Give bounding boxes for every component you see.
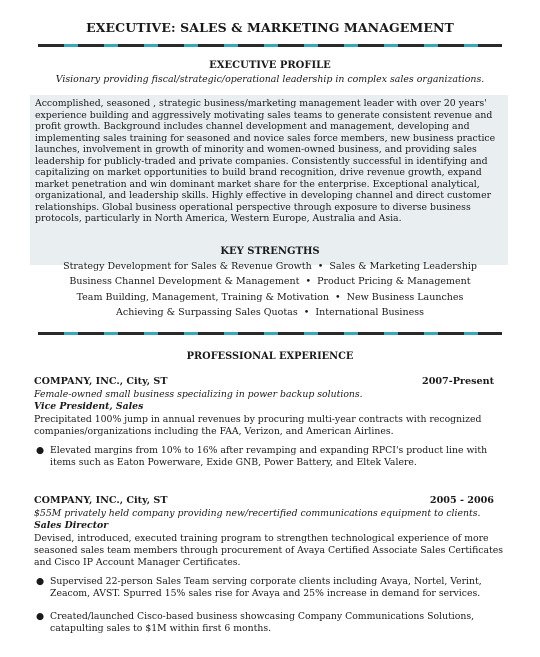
job-summary-line: seasoned sales team members through procurement of Avaya Certified Associate Sales Certificates xyxy=(34,545,504,556)
strength-item: Achieving & Surpassing Sales Quotas xyxy=(116,307,298,318)
job-bullet xyxy=(34,576,504,599)
bullet-icon: • xyxy=(303,307,310,318)
profile-tagline: Visionary providing fiscal/strategic/operational leadership in complex sales organizations. xyxy=(55,74,485,85)
job-summary-line: companies/organizations including the FAA, Verizon, and American Airlines. xyxy=(34,426,394,437)
job-bullet xyxy=(34,611,504,634)
experience-heading: PROFESSIONAL EXPERIENCE xyxy=(186,351,354,362)
bullet-line: Zeacom, AVST. Spurred 15% sales rise for Avaya and 25% increase in demand for services. xyxy=(50,587,481,599)
job-dates: 2007-Present xyxy=(422,376,494,387)
bullet-line: Supervised 22-person Sales Team serving corporate clients including Avaya, Nortel, Verint, xyxy=(50,576,482,587)
job-role: Vice President, Sales xyxy=(34,401,144,412)
section-divider xyxy=(38,332,502,335)
strength-item: Sales & Marketing Leadership xyxy=(329,261,477,272)
job-summary-line: Precipitated 100% jump in annual revenues by procuring multi-year contracts with recognized xyxy=(34,414,482,425)
company-description: $55M privately held company providing new/recertified communications equipment to clients. xyxy=(34,508,481,519)
bullet-icon: ● xyxy=(36,445,45,456)
job-bullet xyxy=(34,445,504,468)
profile-heading: EXECUTIVE PROFILE xyxy=(209,60,331,71)
bullet-line: items such as Eaton Powerware, Exide GNB, Power Battery, and Eltek Valere. xyxy=(50,456,417,468)
job-summary-line: and Cisco IP Account Manager Certificates. xyxy=(34,557,241,568)
strength-item: Strategy Development for Sales & Revenue Growth xyxy=(63,261,312,272)
bullet-icon: ● xyxy=(36,611,45,622)
strength-item: Product Pricing & Management xyxy=(317,276,471,287)
bullet-icon: • xyxy=(305,276,312,287)
strengths-row xyxy=(20,292,520,303)
company-name: COMPANY, INC., City, ST xyxy=(34,495,168,506)
resume-title: EXECUTIVE: SALES & MARKETING MANAGEMENT xyxy=(86,20,454,35)
profile-body: Accomplished, seasoned , strategic business/marketing management leader with over 20 years' experience building and aggressively motivating sales teams to generate consistent revenue and profit growth. Background includes channel development and management, developing and implementing sales training for seasoned and novice sales force members, new business practice launches, involvement in growth of minority and women-owned business, and providing sales leadership for publicly-traded and private companies. Consistently successful in identifying and capitalizing on market opportunities to build brand recognition, drive revenue growth, expand market penetration and win dominant market share for the enterprise. Exceptional analytical, organizational, and leadership skills. Highly effective in developing channel and direct customer relationships. Global business operational perspective through exposure to diverse business protocols, particularly in North America, Western Europe, Australia and Asia. xyxy=(35,98,496,224)
job-header xyxy=(34,495,494,506)
job-dates: 2005 - 2006 xyxy=(429,495,494,506)
job-header xyxy=(34,376,494,387)
bullet-icon: • xyxy=(317,261,324,272)
strengths-heading: KEY STRENGTHS xyxy=(220,246,320,257)
strengths-row xyxy=(20,307,520,318)
bullet-icon: ● xyxy=(36,576,45,587)
job-role: Sales Director xyxy=(34,520,109,531)
top-divider xyxy=(38,44,502,47)
strengths-row xyxy=(20,276,520,287)
bullet-line: Created/launched Cisco-based business showcasing Company Communications Solutions, xyxy=(50,611,475,622)
company-description: Female-owned small business specializing in power backup solutions. xyxy=(34,389,363,400)
bullet-line: catapulting sales to $1M within first 6 months. xyxy=(50,622,272,634)
strength-item: Team Building, Management, Training & Motivation xyxy=(76,292,329,303)
strength-item: International Business xyxy=(315,307,424,318)
company-name: COMPANY, INC., City, ST xyxy=(34,376,168,387)
job-summary-line: Devised, introduced, executed training program to strengthen technological experience of more xyxy=(34,533,489,544)
bullet-icon: • xyxy=(335,292,341,303)
strengths-row xyxy=(20,261,520,272)
bullet-line: Elevated margins from 10% to 16% after revamping and expanding RPCI's product line with xyxy=(50,445,488,456)
strength-item: Business Channel Development & Management xyxy=(69,276,300,287)
strength-item: New Business Launches xyxy=(346,292,464,303)
